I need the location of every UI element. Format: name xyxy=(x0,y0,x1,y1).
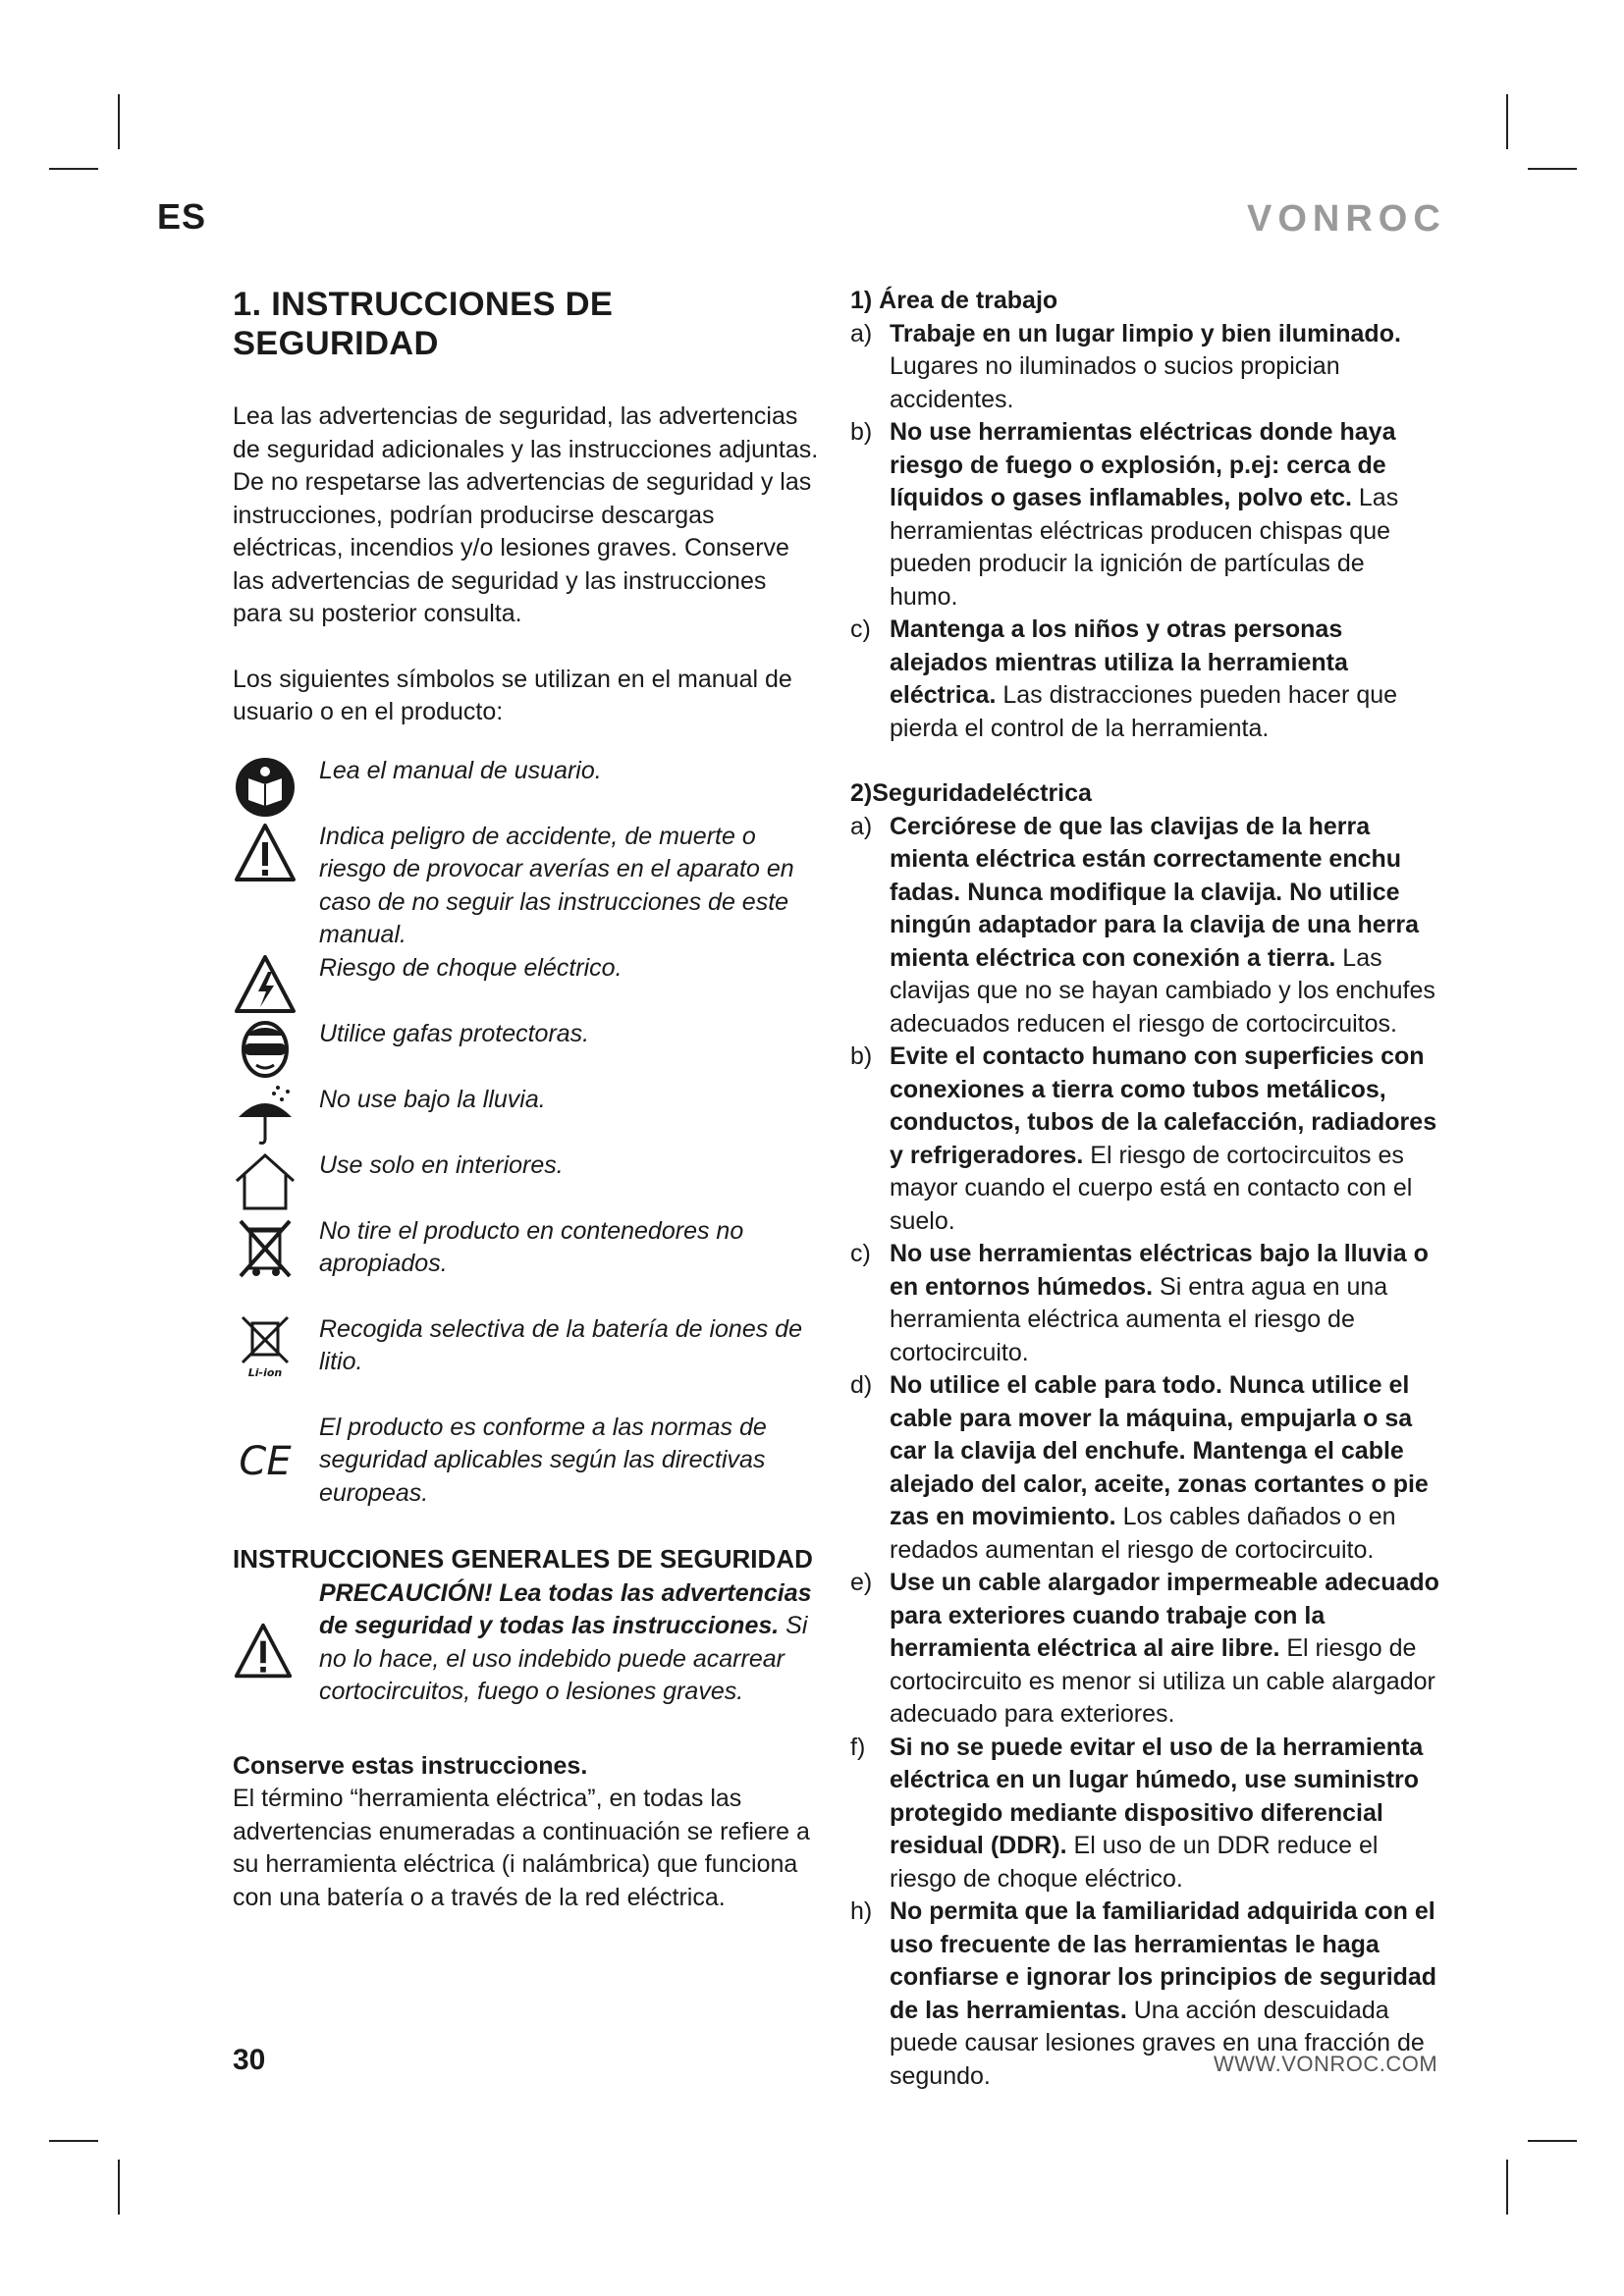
item-text: Los cables dañados o en redados aumentan el riesgo de cortocircuito. xyxy=(890,1503,1396,1564)
item-bold: Trabaje en un lugar limpio y bien iluminado. xyxy=(890,319,1401,347)
symbol-text: Recogida selectiva de la batería de iones de litio. xyxy=(319,1314,802,1375)
list-item xyxy=(850,1041,1439,1238)
symbol-row xyxy=(233,1313,822,1412)
list-item xyxy=(850,614,1439,745)
umbrella-rain-icon xyxy=(233,1084,298,1148)
caution-text: Si no lo hace, el uso indebido puede acarrear cortocircuitos, fuego o lesiones graves. xyxy=(319,1612,808,1705)
item-bold: No utilice el cable para todo. Nunca utilice el cable para mover la máquina, empujarla o sa car la clavija del enchufe. Mantenga el cable alejado del calor, aceite, zonas cortantes o pie zas en movimiento. xyxy=(890,1371,1429,1530)
crop-mark xyxy=(118,2160,120,2215)
item-text: El riesgo de cortocircuito es menor si utiliza un cable alargador adecuado para exteriores. xyxy=(890,1634,1435,1728)
symbol-text: Lea el manual de usuario. xyxy=(319,756,602,784)
item-bold: No use herramientas eléctricas bajo la lluvia o en entornos húmedos. xyxy=(890,1240,1429,1301)
symbol-row xyxy=(233,1018,822,1084)
general-safety-title: INSTRUCCIONES GENERALES DE SEGURIDAD xyxy=(233,1543,813,1574)
symbol-row xyxy=(233,952,822,1018)
list-item xyxy=(850,1567,1439,1732)
item-bold: Evite el contacto humano con superficies con conexiones a tierra como tubos metálicos, conductos, tubos de la calefacción, radiadores y refrigeradores. xyxy=(890,1042,1437,1169)
list-letter: c) xyxy=(850,1240,871,1267)
list-letter: a) xyxy=(850,812,873,840)
item-bold: Use un cable alargador impermeable adecuado para exteriores cuando trabaje con la herramienta eléctrica al aire libre. xyxy=(890,1569,1439,1662)
list-letter: a) xyxy=(850,319,873,347)
symbols-intro: Los siguientes símbolos se utilizan en el manual de usuario o en el producto: xyxy=(233,665,792,725)
ce-label: CE xyxy=(239,1438,292,1484)
item-text: El uso de un DDR reduce el riesgo de choque eléctrico. xyxy=(890,1832,1379,1893)
item-text: El riesgo de cortocircuitos es mayor cuando el cuerpo está en contacto con el suelo. xyxy=(890,1141,1413,1235)
item-bold: Mantenga a los niños y otras personas alejados mientras utiliza la herramienta eléctrica. xyxy=(890,615,1348,709)
item-bold: Cerciórese de que las clavijas de la herra mienta eléctrica están correctamente enchu fadas. Nunca modifique la clavija. No utilice ningún adaptador para la clavija de una herra mienta eléctrica con conexión a tierra. xyxy=(890,812,1420,972)
symbol-row xyxy=(233,1149,822,1215)
symbol-text: El producto es conforme a las normas de seguridad aplicables según las directivas europeas. xyxy=(319,1413,767,1507)
crop-mark xyxy=(118,94,120,149)
list-item xyxy=(850,1369,1439,1567)
list-letter: h) xyxy=(850,1897,873,1925)
warning-triangle-icon xyxy=(233,1621,294,1682)
caution-block xyxy=(233,1577,822,1709)
electric-shock-icon xyxy=(233,952,298,1017)
symbol-text: No tire el producto en contenedores no apropiados. xyxy=(319,1216,744,1277)
item-text: Lugares no iluminados o sucios propician accidentes. xyxy=(890,352,1340,413)
right-column xyxy=(850,285,1439,2093)
list-letter: b) xyxy=(850,1042,873,1070)
symbol-text: Indica peligro de accidente, de muerte o riesgo de provocar averías en el aparato en caso de no seguir las instrucciones de este manual. xyxy=(319,822,794,948)
warning-triangle-icon xyxy=(233,821,298,885)
item-text: Una acción descuidada puede causar lesiones graves en una fracción de segundo. xyxy=(890,1996,1425,2090)
safety-goggles-icon xyxy=(233,1018,298,1083)
symbol-text: No use bajo la lluvia. xyxy=(319,1085,546,1113)
list-letter: b) xyxy=(850,418,873,446)
symbol-row xyxy=(233,1215,822,1313)
list-item xyxy=(850,318,1439,417)
symbol-text: Riesgo de choque eléctrico. xyxy=(319,953,623,982)
list-letter: c) xyxy=(850,615,871,643)
list-item xyxy=(850,416,1439,614)
list-letter: e) xyxy=(850,1569,873,1596)
ce-mark-icon xyxy=(233,1429,298,1494)
list-letter: d) xyxy=(850,1371,873,1399)
brand-logo: VONROC xyxy=(1247,198,1446,240)
page-number: 30 xyxy=(233,2044,266,2076)
intro-paragraph: Lea las advertencias de seguridad, las advertencias de seguridad adicionales y las instrucciones adjuntas. De no respetarse las advertencias de seguridad y las instrucciones, podrían producirse descargas eléctricas, incendios y/o lesiones graves. Conserve las advertencias de seguridad y las instrucciones para su posterior consulta. xyxy=(233,402,819,627)
item-bold: Si no se puede evitar el uso de la herramienta eléctrica en un lugar húmedo, use suministro protegido mediante dispositivo diferencial residual (DDR). xyxy=(890,1733,1424,1859)
list-item xyxy=(850,1732,1439,1896)
crop-mark xyxy=(49,2140,98,2142)
symbol-row xyxy=(233,1084,822,1149)
item-bold: No permita que la familiaridad adquirida con el uso frecuente de las herramientas le haga confiarse e ignorar los principios de seguridad de las herramientas. xyxy=(890,1897,1437,2024)
crop-mark xyxy=(1506,2160,1508,2215)
symbol-row xyxy=(233,1412,822,1522)
left-column xyxy=(233,285,822,1914)
language-code: ES xyxy=(157,196,207,237)
house-icon xyxy=(233,1149,298,1214)
item-text: Las herramientas eléctricas producen chispas que pueden producir la ignición de partículas de humo. xyxy=(890,484,1399,611)
keep-instructions-title: Conserve estas instrucciones. xyxy=(233,1751,588,1780)
section-electrical-title: 2)Seguridadeléctrica xyxy=(850,779,1092,807)
item-text: Si entra agua en una herramienta eléctrica aumenta el riesgo de cortocircuito. xyxy=(890,1272,1388,1366)
item-text: Las clavijas que no se hayan cambiado y los enchufes adecuados reducen el riesgo de cortocircuitos. xyxy=(890,943,1435,1038)
crossed-bin-icon xyxy=(233,1215,298,1280)
crop-mark xyxy=(1528,168,1577,170)
caution-bold: PRECAUCIÓN! Lea todas las advertencias de seguridad y todas las instrucciones. xyxy=(319,1578,812,1639)
website-url: WWW.VONROC.COM xyxy=(1214,2052,1438,2076)
read-manual-icon xyxy=(233,755,298,820)
keep-instructions-text: El término “herramienta eléctrica”, en todas las advertencias enumeradas a continuación se refiere a su herramienta eléctrica (i nalámbrica) que funciona con una batería o a través de la red eléctrica. xyxy=(233,1785,810,1911)
list-letter: f) xyxy=(850,1733,866,1761)
item-text: Las distracciones pueden hacer que pierda el control de la herramienta. xyxy=(890,681,1398,742)
crop-mark xyxy=(1506,94,1508,149)
section-work-area-title: 1) Área de trabajo xyxy=(850,287,1058,314)
li-ion-bin-icon xyxy=(233,1313,298,1378)
item-bold: No use herramientas eléctricas donde haya riesgo de fuego o explosión, p.ej: cerca de líquidos o gases inflamables, polvo etc. xyxy=(890,418,1396,511)
page-title: 1. INSTRUCCIONES DE SEGURIDAD xyxy=(233,286,614,362)
symbol-text: Utilice gafas protectoras. xyxy=(319,1019,590,1047)
crop-mark xyxy=(49,168,98,170)
list-item xyxy=(850,1238,1439,1369)
crop-mark xyxy=(1528,2140,1577,2142)
list-item xyxy=(850,811,1439,1041)
li-ion-label: Li-ion xyxy=(247,1365,283,1378)
symbol-text: Use solo en interiores. xyxy=(319,1150,564,1179)
symbol-row xyxy=(233,755,822,821)
symbol-row xyxy=(233,821,822,952)
